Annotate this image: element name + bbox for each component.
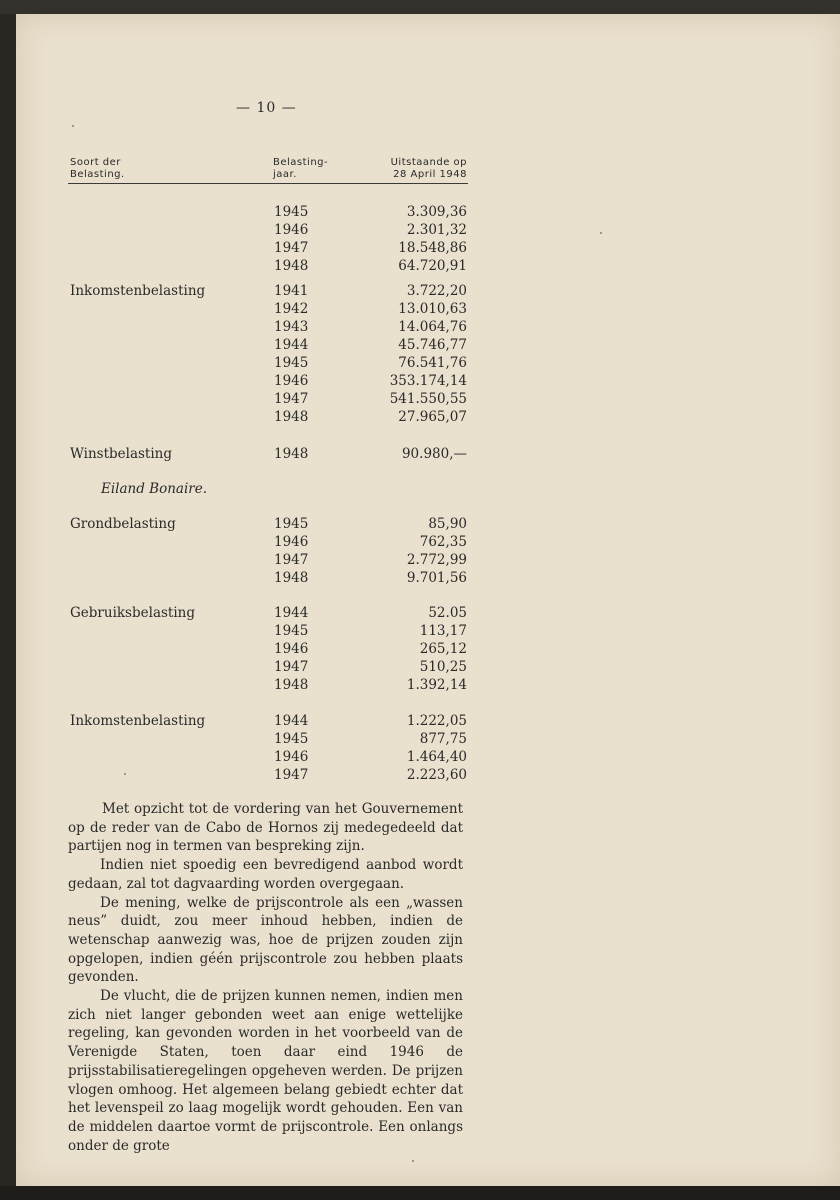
table-row <box>0 408 840 426</box>
tax-year-cell: 1948 <box>274 258 309 274</box>
table-row <box>0 372 840 390</box>
table-row <box>0 730 840 748</box>
tax-year-cell: 1948 <box>274 677 309 693</box>
page-number: — 10 — <box>236 100 297 116</box>
tax-year-cell: 1948 <box>274 570 309 586</box>
amount-cell: 510,25 <box>419 659 467 675</box>
amount-cell: 27.965,07 <box>398 409 467 425</box>
amount-cell: 2.772,99 <box>406 552 467 568</box>
header-line: Soort der <box>70 157 121 168</box>
header-line: 28 April 1948 <box>393 169 467 180</box>
table-row <box>0 676 840 694</box>
amount-cell: 2.223,60 <box>406 767 467 783</box>
tax-year-cell: 1946 <box>274 641 309 657</box>
tax-year-cell: 1945 <box>274 355 309 371</box>
paragraph: De vlucht, die de prijzen kunnen nemen, indien men zich niet langer gebonden weet aan enige wettelijke regeling, kan gevonden worden in het voorbeeld van de Verenigde Staten, toen daar eind 1946 de prijsstabilisatieregelingen opgeheven werden. De prijzen vlogen omhoog. Het algemeen belang gebiedt echter dat het levenspeil zo laag mogelijk wordt gehouden. Een van de middelen daartoe vormt de prijscontrole. Een onlangs onder de grote <box>68 988 463 1154</box>
amount-cell: 90.980,— <box>401 446 467 462</box>
table-row <box>0 354 840 372</box>
paper-speck <box>412 1160 414 1162</box>
tax-year-cell: 1947 <box>274 391 309 407</box>
amount-cell: 52.05 <box>428 605 467 621</box>
table-row <box>0 221 840 239</box>
table-row <box>0 300 840 318</box>
amount-cell: 762,35 <box>419 534 467 550</box>
tax-year-cell: 1947 <box>274 767 309 783</box>
amount-cell: 541.550,55 <box>389 391 467 407</box>
tax-year-cell: 1942 <box>274 301 309 317</box>
amount-cell: 265,12 <box>419 641 467 657</box>
table-row <box>0 239 840 257</box>
paragraph: Indien niet spoedig een bevredigend aanbod wordt gedaan, zal tot dagvaarding worden overgegaan. <box>68 857 463 892</box>
tax-year-cell: 1946 <box>274 749 309 765</box>
amount-cell: 76.541,76 <box>398 355 467 371</box>
column-header-tax-type <box>70 157 125 181</box>
tax-year-cell: 1944 <box>274 337 309 353</box>
header-line: Belasting. <box>70 169 125 180</box>
header-rule <box>68 183 468 184</box>
table-row <box>0 515 840 533</box>
table-row <box>0 658 840 676</box>
tax-year-cell: 1946 <box>274 373 309 389</box>
table-row <box>0 318 840 336</box>
amount-cell: 9.701,56 <box>406 570 467 586</box>
table-row <box>0 766 840 784</box>
tax-type-cell: Grondbelasting <box>70 516 176 532</box>
table-row <box>0 712 840 730</box>
table-row <box>0 551 840 569</box>
table-row <box>0 480 840 498</box>
amount-cell: 14.064,76 <box>398 319 467 335</box>
tax-type-cell: Gebruiksbelasting <box>70 605 195 621</box>
amount-cell: 877,75 <box>419 731 467 747</box>
tax-type-cell: Eiland Bonaire. <box>101 481 208 497</box>
amount-cell: 3.722,20 <box>406 283 467 299</box>
table-row <box>0 640 840 658</box>
column-header-tax-year <box>273 157 328 181</box>
tax-year-cell: 1946 <box>274 534 309 550</box>
tax-year-cell: 1945 <box>274 516 309 532</box>
table-row <box>0 257 840 275</box>
paper-speck <box>124 773 126 775</box>
scan-border-bottom <box>0 1186 840 1200</box>
tax-year-cell: 1943 <box>274 319 309 335</box>
tax-year-cell: 1945 <box>274 731 309 747</box>
table-row <box>0 282 840 300</box>
tax-year-cell: 1947 <box>274 552 309 568</box>
paper-speck <box>72 125 74 127</box>
tax-year-cell: 1947 <box>274 659 309 675</box>
column-header-outstanding <box>360 157 467 181</box>
amount-cell: 64.720,91 <box>398 258 467 274</box>
scan-border-top <box>0 0 840 14</box>
amount-cell: 85,90 <box>428 516 467 532</box>
amount-cell: 353.174,14 <box>389 373 467 389</box>
tax-type-cell: Inkomstenbelasting <box>70 713 206 729</box>
amount-cell: 1.392,14 <box>406 677 467 693</box>
tax-year-cell: 1941 <box>274 283 309 299</box>
table-row <box>0 203 840 221</box>
amount-cell: 113,17 <box>419 623 467 639</box>
table-row <box>0 622 840 640</box>
table-row <box>0 604 840 622</box>
table-row <box>0 336 840 354</box>
tax-year-cell: 1948 <box>274 446 309 462</box>
amount-cell: 18.548,86 <box>398 240 467 256</box>
paragraph: Met opzicht tot de vordering van het Gouvernement op de reder van de Cabo de Hornos zij medegedeeld dat partijen nog in termen van bespreking zijn. <box>68 801 463 855</box>
tax-year-cell: 1944 <box>274 713 309 729</box>
tax-year-cell: 1945 <box>274 623 309 639</box>
amount-cell: 1.222,05 <box>406 713 467 729</box>
table-row <box>0 569 840 587</box>
amount-cell: 2.301,32 <box>406 222 467 238</box>
tax-year-cell: 1947 <box>274 240 309 256</box>
tax-year-cell: 1946 <box>274 222 309 238</box>
header-line: Belasting- <box>273 157 329 168</box>
header-line: jaar. <box>273 169 297 180</box>
table-row <box>0 390 840 408</box>
table-row <box>0 445 840 463</box>
tax-year-cell: 1948 <box>274 409 309 425</box>
amount-cell: 3.309,36 <box>406 204 467 220</box>
paragraph: De mening, welke de prijscontrole als een „wassen neus” duidt, zou meer inhoud hebben, indien de wetenschap aanwezig was, hoe de prijzen zouden zijn opgelopen, indien géén prijscontrole zou hebben plaats gevonden. <box>68 894 463 986</box>
header-line: Uitstaande op <box>390 157 467 168</box>
tax-year-cell: 1945 <box>274 204 309 220</box>
amount-cell: 13.010,63 <box>398 301 467 317</box>
table-row <box>0 748 840 766</box>
table-row <box>0 533 840 551</box>
amount-cell: 1.464,40 <box>406 749 467 765</box>
amount-cell: 45.746,77 <box>398 337 467 353</box>
tax-year-cell: 1944 <box>274 605 309 621</box>
tax-type-cell: Winstbelasting <box>70 446 173 462</box>
body-text <box>68 800 463 1155</box>
paper-speck <box>600 232 602 234</box>
tax-type-cell: Inkomstenbelasting <box>70 283 206 299</box>
